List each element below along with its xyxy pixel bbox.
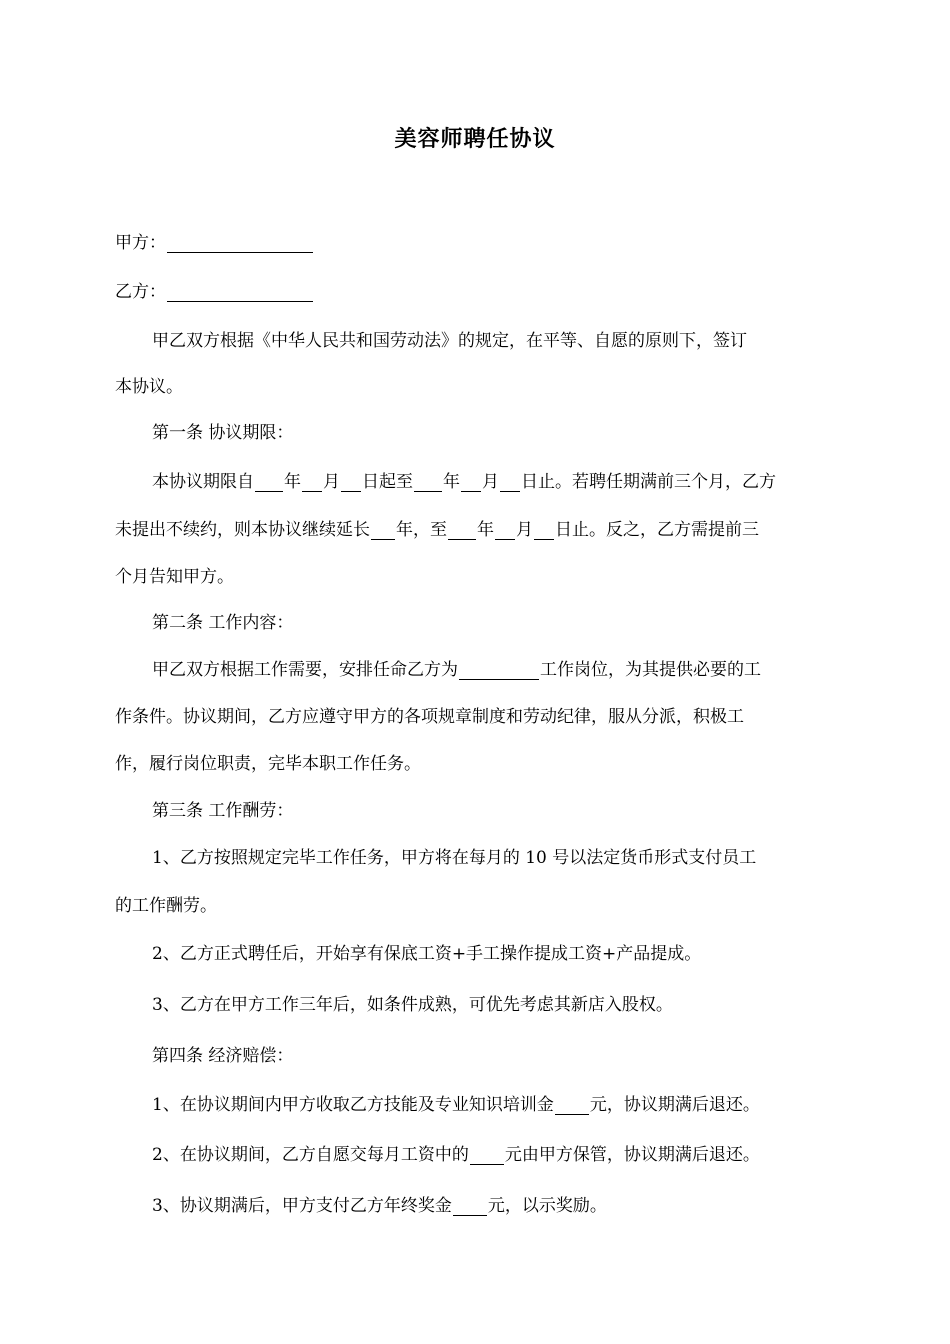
party-b-label: 乙方： (115, 282, 166, 302)
amount-blank[interactable] (470, 1147, 504, 1165)
day-blank[interactable] (341, 474, 361, 492)
article4-item3 (152, 1191, 840, 1216)
text-span: 元由甲方保管，协议期满后退还。 (504, 1145, 760, 1165)
text-span: 未提出不续约，则本协议继续延长 (115, 520, 370, 540)
amount-blank[interactable] (555, 1097, 589, 1115)
text-span: 月 (482, 472, 499, 492)
intro-line-2: 本协议。 (115, 377, 183, 397)
amount-blank[interactable] (453, 1198, 487, 1216)
text-span: 月 (516, 520, 533, 540)
text-span: 元，以示奖励。 (487, 1196, 607, 1216)
article4-item2 (152, 1140, 840, 1165)
article3-heading: 第三条 工作酬劳： (152, 801, 294, 821)
text-span: 本协议期限自 (152, 472, 254, 492)
text-span: 年 (284, 472, 301, 492)
years-blank[interactable] (371, 522, 395, 540)
article3-item3: 3、乙方在甲方工作三年后，如条件成熟，可优先考虑其新店入股权。 (152, 995, 673, 1015)
month-blank[interactable] (302, 474, 322, 492)
article1-heading: 第一条 协议期限： (152, 423, 294, 443)
text-span: 元，协议期满后退还。 (589, 1095, 760, 1115)
month-blank[interactable] (495, 522, 515, 540)
article2-heading: 第二条 工作内容： (152, 613, 294, 633)
text-span: 年 (477, 520, 494, 540)
year-blank[interactable] (255, 474, 283, 492)
article2-line-3: 作，履行岗位职责，完毕本职工作任务。 (115, 754, 421, 774)
article3-item2: 2、乙方正式聘任后，开始享有保底工资+手工操作提成工资+产品提成。 (152, 944, 702, 964)
text-span: 年，至 (396, 520, 447, 540)
text-span: 日止。若聘任期满前三个月，乙方 (521, 472, 776, 492)
party-b-blank[interactable] (167, 284, 313, 302)
text-span: 3、协议期满后，甲方支付乙方年终奖金 (152, 1196, 452, 1216)
article1-line-3: 个月告知甲方。 (115, 567, 234, 587)
article1-line-1 (152, 467, 840, 492)
day-blank[interactable] (534, 522, 554, 540)
month-blank[interactable] (461, 474, 481, 492)
year-blank[interactable] (414, 474, 442, 492)
text-span: 甲乙双方根据工作需要，安排任命乙方为 (152, 660, 458, 680)
text-span: 月 (323, 472, 340, 492)
article4-heading: 第四条 经济赔偿： (152, 1046, 294, 1066)
text-span: 年 (443, 472, 460, 492)
text-span: 工作岗位，为其提供必要的工 (540, 660, 761, 680)
article1-line-2 (115, 515, 840, 540)
text-span: 日止。反之，乙方需提前三 (555, 520, 759, 540)
party-a-line (115, 228, 840, 253)
position-blank[interactable] (459, 662, 539, 680)
article2-line-2: 作条件。协议期间，乙方应遵守甲方的各项规章制度和劳动纪律，服从分派，积极工 (115, 707, 744, 727)
article2-line-1 (152, 655, 840, 680)
text-span: 1、在协议期间内甲方收取乙方技能及专业知识培训金 (152, 1095, 554, 1115)
intro-line-1: 甲乙双方根据《中华人民共和国劳动法》的规定，在平等、自愿的原则下，签订 (152, 331, 747, 351)
party-b-line (115, 277, 840, 302)
year-blank[interactable] (448, 522, 476, 540)
party-a-label: 甲方： (115, 233, 166, 253)
text-span: 2、在协议期间，乙方自愿交每月工资中的 (152, 1145, 469, 1165)
party-a-blank[interactable] (167, 235, 313, 253)
document-title: 美容师聘任协议 (394, 126, 556, 152)
article3-item1-line-2: 的工作酬劳。 (115, 896, 217, 916)
day-blank[interactable] (500, 474, 520, 492)
article4-item1 (152, 1090, 840, 1115)
text-span: 日起至 (362, 472, 413, 492)
article3-item1-line-1: 1、乙方按照规定完毕工作任务，甲方将在每月的 10 号以法定货币形式支付员工 (152, 848, 757, 868)
